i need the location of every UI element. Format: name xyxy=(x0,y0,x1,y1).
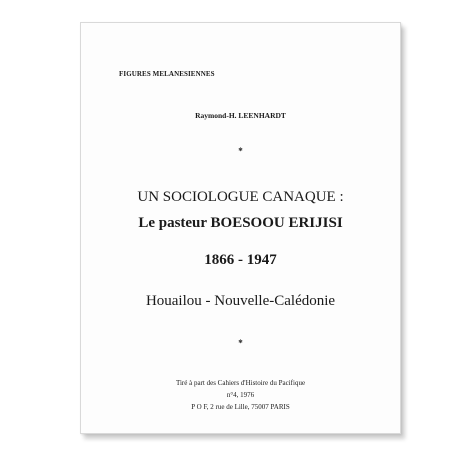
place-name: Houailou - Nouvelle-Calédonie xyxy=(145,293,336,309)
title-line-2: Le pasteur BOESOOU ERIJISI xyxy=(138,215,343,231)
series-label: FIGURES MELANESIENNES xyxy=(119,70,215,78)
separator-asterisk-bottom: * xyxy=(238,338,243,348)
title-line-1: UN SOCIOLOGUE CANAQUE : xyxy=(137,189,344,205)
imprint-publisher: P O F, 2 rue de Lille, 75007 PARIS xyxy=(191,403,290,411)
separator-asterisk-top: * xyxy=(238,146,243,156)
life-dates: 1866 - 1947 xyxy=(204,252,277,268)
imprint-source: Tiré à part des Cahiers d'Histoire du Pacifique xyxy=(175,379,306,387)
author-name: Raymond-H. LEENHARDT xyxy=(195,111,286,120)
imprint-issue: n°4, 1976 xyxy=(226,391,255,399)
booklet-cover xyxy=(80,22,401,434)
